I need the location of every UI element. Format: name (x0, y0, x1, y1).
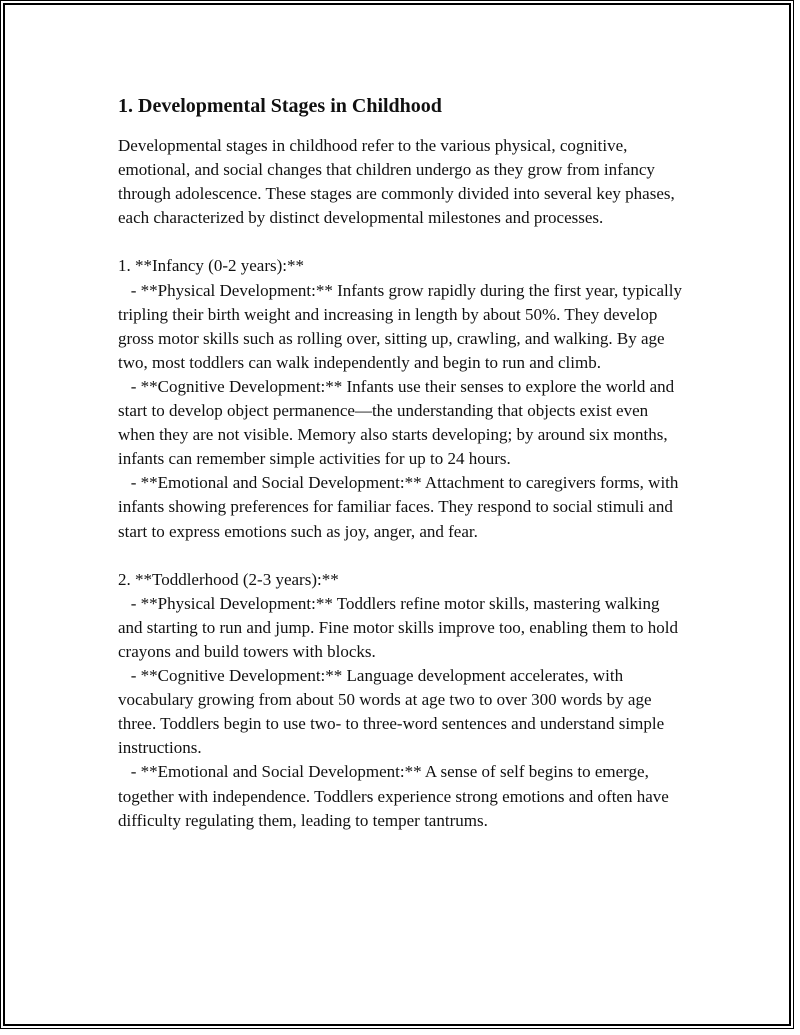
section-toddlerhood (118, 568, 688, 833)
section-infancy (118, 254, 688, 543)
emotional-social-development-item: - **Emotional and Social Development:** Attachment to caregivers forms, with infants showing preferences for familiar faces. They respond to social stimuli and start to express emotions such as joy, anger, and fear. (118, 473, 683, 541)
section-heading: 1. **Infancy (0-2 years):** (118, 256, 304, 276)
physical-development-item: - **Physical Development:** Infants grow rapidly during the first year, typically tripling their birth weight and increasing in length by about 50%. They develop gross motor skills such as rolling over, sitting up, crawling, and walking. By age two, most toddlers can walk independently and begin to run and climb. (118, 280, 687, 372)
cognitive-development-item: - **Cognitive Development:** Language development accelerates, with vocabulary growing from about 50 words at age two to over 300 words by age three. Toddlers begin to use two- to three-word sentences and understand simple instructions. (118, 666, 669, 758)
physical-development-item: - **Physical Development:** Toddlers refine motor skills, mastering walking and starting to run and jump. Fine motor skills improve too, enabling them to hold crayons and build towers with blocks. (118, 593, 683, 661)
document-body (118, 92, 688, 833)
paragraph-gap (118, 544, 688, 568)
document-title: 1. Developmental Stages in Childhood (118, 95, 442, 117)
paragraph-gap (118, 230, 688, 254)
section-heading: 2. **Toddlerhood (2-3 years):** (118, 569, 339, 589)
emotional-social-development-item: - **Emotional and Social Development:** A sense of self begins to emerge, together with independence. Toddlers experience strong emotions and often have difficulty regulating them, leading to temper tantrums. (118, 762, 674, 830)
cognitive-development-item: - **Cognitive Development:** Infants use their senses to explore the world and start to develop object permanence—the understanding that objects exist even when they are not visible. Memory also starts developing; by around six months, infants can remember simple activities for up to 24 hours. (118, 376, 679, 469)
intro-paragraph: Developmental stages in childhood refer to the various physical, cognitive, emotional, and social changes that children undergo as they grow from infancy through adolescence. These stages are commonly divided into several key phases, each characterized by distinct developmental milestones and processes. (118, 136, 679, 228)
